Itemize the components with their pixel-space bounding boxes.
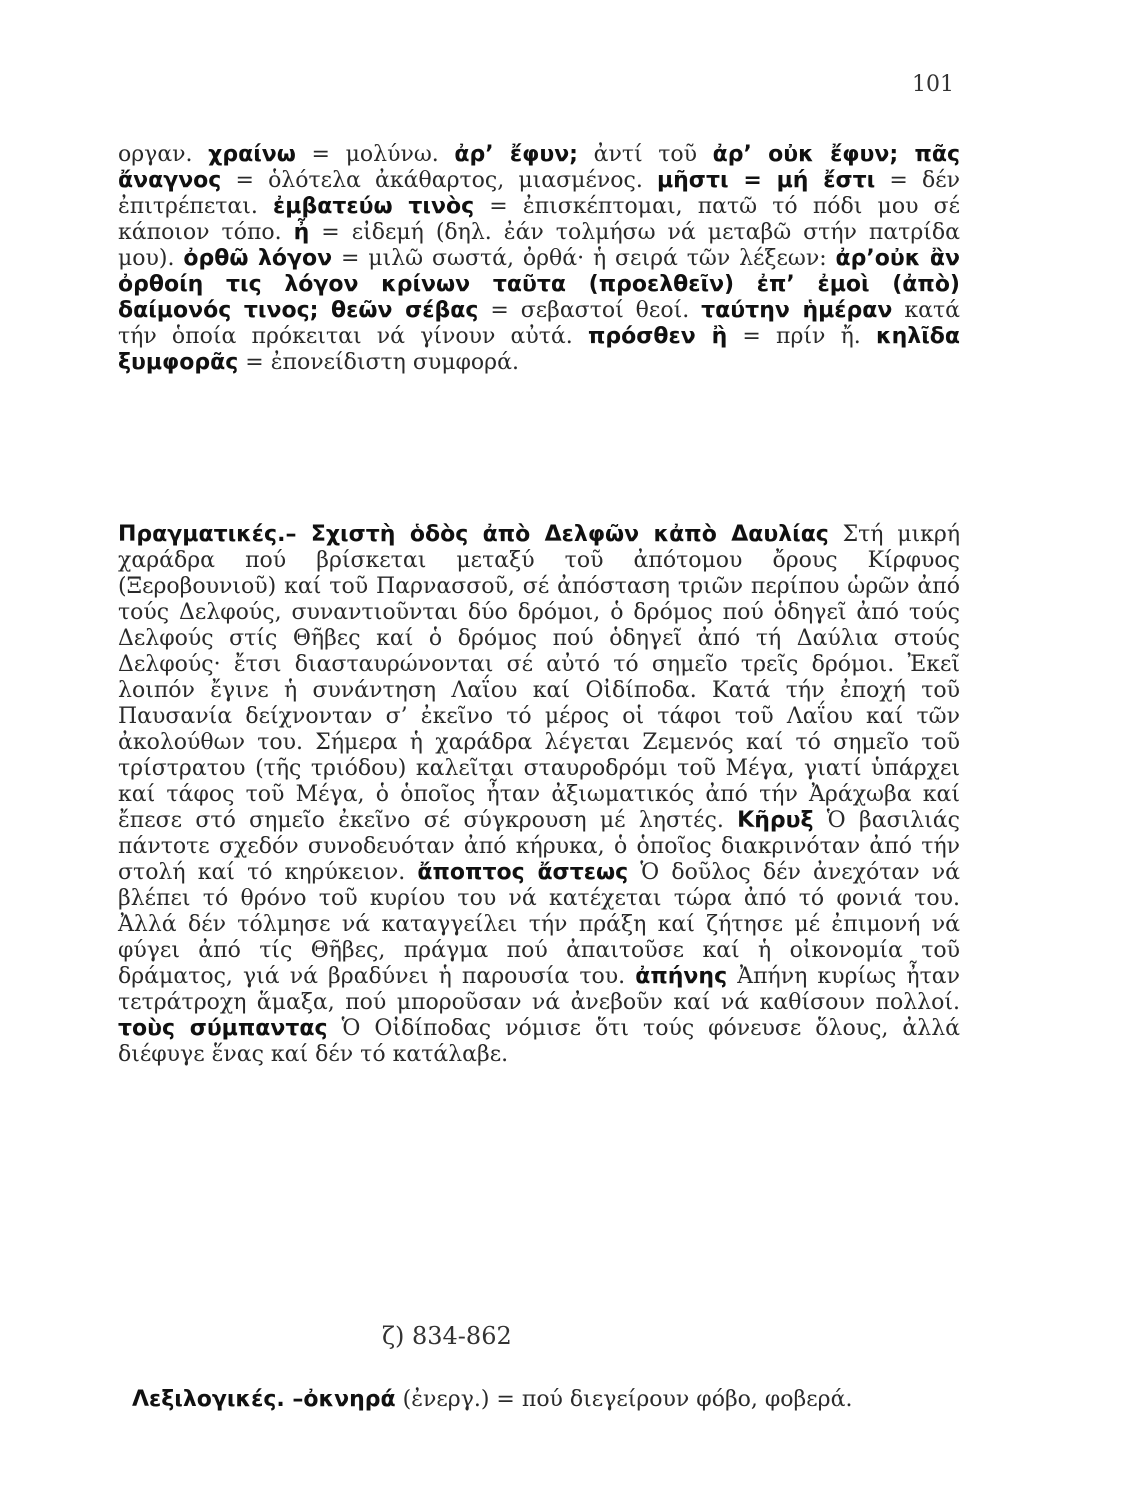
- bold-term: ἀρ’οὐκ ἂν ὀρθοίη τις λόγον κρίνων ταῦτα (προελθεῖν) ἐπ’ ἐμοὶ (ἀπὸ) δαίμονός τινος; θεῶν σέβας: [118, 246, 960, 323]
- bold-term: ἄποπτος ἄστεως: [417, 860, 629, 885]
- bold-term: Κῆρυξ: [737, 808, 814, 833]
- bold-term: Λεξιλογικές. –ὀκνηρά: [132, 1387, 396, 1412]
- text-run: Ὁ βασιλιάς πάντοτε σχεδόν συνοδευόταν ἀπό κήρυκα, ὁ ὁποῖος διακρινόταν ἀπό τήν στολή καί τό κηρύκειον.: [118, 808, 960, 885]
- text-run: (ἐνεργ.) = πού διεγείρουν φόβο, φοβερά.: [395, 1387, 853, 1412]
- bold-term: πρόσθεν ἢ: [587, 324, 728, 349]
- bold-term: ἦ: [293, 220, 310, 245]
- bold-term: χραίνω: [208, 142, 296, 167]
- text-run: Ὁ δοῦλος δέν ἀνεχόταν νά βλέπει τό θρόνο τοῦ κυρίου του νά κατέχεται τώρα ἀπό τό φονιά του. Ἀλλά δέν τόλμησε νά καταγγείλει τήν πράξη καί ζήτησε μέ ἐπιμονή νά φύγει ἀπό τίς Θῆβες, πράγμα πού ἀπαιτοῦσε καί ἡ οἰκονομία τοῦ δράματος, γιά νά βραδύνει ἡ παρουσία του.: [118, 860, 960, 989]
- bold-term: κηλῖδα ξυμφορᾶς: [118, 324, 960, 375]
- text-run: = ἐπισκέπτομαι, πατῶ τό πόδι μου σέ κάποιον τόπο.: [118, 194, 960, 245]
- page-number: 101: [912, 72, 954, 97]
- bold-term: τοὺς σύμπαντας: [118, 1016, 328, 1041]
- text-run: = εἰδεμή (δηλ. ἐάν τολμήσω νά μεταβῶ στήν πατρίδα μου).: [118, 220, 961, 271]
- commentary-paragraph-2: [118, 522, 960, 1068]
- text-run: = πρίν ἤ.: [727, 324, 876, 349]
- text-run: ἀντί τοῦ: [577, 142, 713, 167]
- bold-term: ἀρ’ ἔφυν;: [454, 142, 578, 167]
- text-run: = δέν ἐπιτρέπεται.: [118, 168, 961, 219]
- text-run: Ἀπήνη κυρίως ἦταν τετράτροχη ἅμαξα, πού μποροῦσαν νά ἀνεβοῦν καί νά καθίσουν πολλοί.: [118, 964, 960, 1015]
- text-run: = ἐπονείδιστη συμφορά.: [238, 350, 519, 375]
- bold-term: ἐμβατεύω τινὸς: [273, 194, 475, 219]
- glossary-paragraph-1: [118, 142, 960, 376]
- text-run: Ὁ Οἰδίποδας νόμισε ὅτι τούς φόνευσε ὅλους, ἀλλά διέφυγε ἕνας καί δέν τό κατάλαβε.: [118, 1016, 960, 1067]
- text-run: = μιλῶ σωστά, ὀρθά· ἡ σειρά τῶν λέξεων:: [332, 246, 836, 271]
- bold-term: μῆστι = μή ἔστι: [656, 168, 876, 193]
- section-heading: ζ) 834-862: [382, 1322, 512, 1350]
- bold-term: ταύτην ἡμέραν: [701, 298, 893, 323]
- bold-term: ὀρθῶ λόγον: [183, 246, 333, 271]
- text-run: = σεβαστοί θεοί.: [478, 298, 702, 323]
- text-run: = μολύνω.: [295, 142, 455, 167]
- bold-term: Πραγματικές.– Σχιστὴ ὁδὸς ἀπὸ Δελφῶν κἀπὸ Δαυλίας: [118, 522, 829, 547]
- bold-term: ἀρ’ οὐκ ἔφυν; πᾶς ἄναγνος: [118, 142, 961, 193]
- text-run: κατά τήν ὁποία πρόκειται νά γίνουν αὐτά.: [118, 298, 960, 349]
- text-run: Στή μικρή χαράδρα πού βρίσκεται μεταξύ τοῦ ἀπότομου ὄρους Κίρφυος (Ξεροβουνιοῦ) καί τοῦ Παρνασσοῦ, σέ ἀπόσταση τριῶν περίπου ὡρῶν ἀπό τούς Δελφούς, συναντιοῦνται δύο δρόμοι, ὁ δρόμος πού ὁδηγεῖ ἀπό τούς Δελφούς στίς Θῆβες καί ὁ δρόμος πού ὁδηγεῖ ἀπό τή Δαύλια στούς Δελφούς· ἔτσι διασταυρώνονται σέ αὐτό τό σημεῖο τρεῖς δρόμοι. Ἐκεῖ λοιπόν ἔγινε ἡ συνάντηση Λαΐου καί Οἰδίποδα. Κατά τήν ἐποχή τοῦ Παυσανία δείχνονταν σ’ ἐκεῖνο τό μέρος οἱ τάφοι τοῦ Λαΐου καί τῶν ἀκολούθων του. Σήμερα ἡ χαράδρα λέγεται Ζεμενός καί τό σημεῖο τοῦ τρίστρατου (τῆς τριόδου) καλεῖται σταυροδρόμι τοῦ Μέγα, γιατί ὑπάρχει καί τάφος τοῦ Μέγα, ὁ ὁποῖος ἦταν ἀξιωματικός ἀπό τήν Ἀράχωβα καί ἔπεσε στό σημεῖο ἐκεῖνο σέ σύγκρουση μέ ληστές.: [118, 522, 961, 833]
- bold-term: ἀπήνης: [635, 964, 728, 989]
- text-run: οργαν.: [118, 142, 209, 167]
- text-run: = ὁλότελα ἀκάθαρτος, μιασμένος.: [221, 168, 657, 193]
- glossary-paragraph-3: [132, 1387, 948, 1413]
